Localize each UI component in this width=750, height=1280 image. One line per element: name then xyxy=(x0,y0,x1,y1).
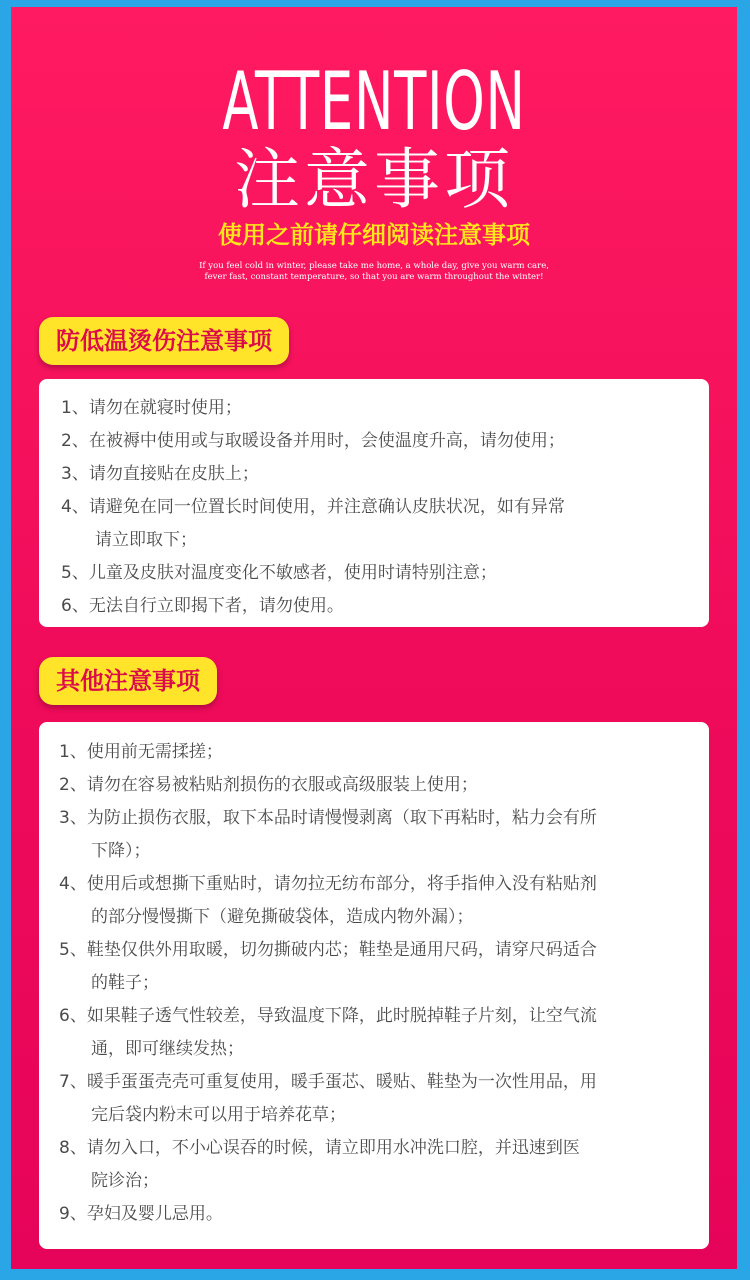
list-item xyxy=(59,769,699,802)
list-item xyxy=(61,491,701,557)
tagline-line-1: If you feel cold in winter, please take me home, a whole day, give you warm care, xyxy=(199,261,549,271)
item-text: 3、请勿直接贴在皮肤上； xyxy=(61,464,259,484)
list-item xyxy=(61,392,701,425)
item-text-continued: 下降）； xyxy=(91,841,151,861)
tagline-line-2: fever fast, constant temperature, so that you are warm throughout the winter! xyxy=(204,272,544,282)
item-text-continued: 请立即取下； xyxy=(95,530,197,550)
item-text: 8、请勿入口，不小心误吞的时候，请立即用水冲洗口腔，并迅速到医 xyxy=(59,1138,580,1158)
section-heading-burn-prevention: 防低温烫伤注意事项 xyxy=(39,317,289,365)
list-item xyxy=(61,425,701,458)
item-text: 9、孕妇及婴儿忌用。 xyxy=(59,1204,223,1224)
other-notes-card xyxy=(39,722,709,1249)
item-text: 5、儿童及皮肤对温度变化不敏感者，使用时请特别注意； xyxy=(61,563,497,583)
item-text: 2、在被褥中使用或与取暖设备并用时，会使温度升高，请勿使用； xyxy=(61,431,565,451)
list-item xyxy=(61,590,701,623)
item-text: 6、无法自行立即揭下者，请勿使用。 xyxy=(61,596,344,616)
item-text: 5、鞋垫仅供外用取暖，切勿撕破内芯；鞋垫是通用尺码，请穿尺码适合 xyxy=(59,940,597,960)
item-text-continued: 完后袋内粉末可以用于培养花草； xyxy=(91,1105,346,1125)
attention-poster xyxy=(11,7,737,1269)
item-text: 4、请避免在同一位置长时间使用，并注意确认皮肤状况，如有异常 xyxy=(61,497,565,517)
item-text: 2、请勿在容易被粘贴剂损伤的衣服或高级服装上使用； xyxy=(59,775,478,795)
list-item xyxy=(59,736,699,769)
item-text: 4、使用后或想撕下重贴时，请勿拉无纺布部分，将手指伸入没有粘贴剂 xyxy=(59,874,597,894)
list-item xyxy=(61,557,701,590)
other-notes-list xyxy=(59,736,699,1231)
item-text-continued: 的鞋子； xyxy=(91,973,159,993)
title-english: ATTENTION xyxy=(222,55,526,148)
subtitle: 使用之前请仔细阅读注意事项 xyxy=(218,221,530,249)
burn-prevention-card xyxy=(39,379,709,627)
item-text: 1、请勿在就寝时使用； xyxy=(61,398,242,418)
item-text-continued: 通，即可继续发热； xyxy=(91,1039,244,1059)
item-text-continued: 的部分慢慢撕下（避免撕破袋体，造成内物外漏）； xyxy=(91,907,474,927)
list-item xyxy=(59,1198,699,1231)
list-item xyxy=(59,934,699,1000)
list-item xyxy=(61,458,701,491)
list-item xyxy=(59,1132,699,1198)
item-text: 7、暖手蛋蛋壳壳可重复使用，暖手蛋芯、暖贴、鞋垫为一次性用品，用 xyxy=(59,1072,597,1092)
list-item xyxy=(59,802,699,868)
item-text: 6、如果鞋子透气性较差，导致温度下降，此时脱掉鞋子片刻，让空气流 xyxy=(59,1006,597,1026)
item-text: 3、为防止损伤衣服，取下本品时请慢慢剥离（取下再粘时，粘力会有所 xyxy=(59,808,597,828)
list-item xyxy=(59,868,699,934)
title-chinese: 注意事项 xyxy=(234,141,514,218)
burn-prevention-list xyxy=(61,392,701,623)
section-heading-other-notes: 其他注意事项 xyxy=(39,657,217,705)
item-text-continued: 院诊治； xyxy=(91,1171,159,1191)
item-text: 1、使用前无需揉搓； xyxy=(59,742,223,762)
list-item xyxy=(59,1000,699,1066)
list-item xyxy=(59,1066,699,1132)
